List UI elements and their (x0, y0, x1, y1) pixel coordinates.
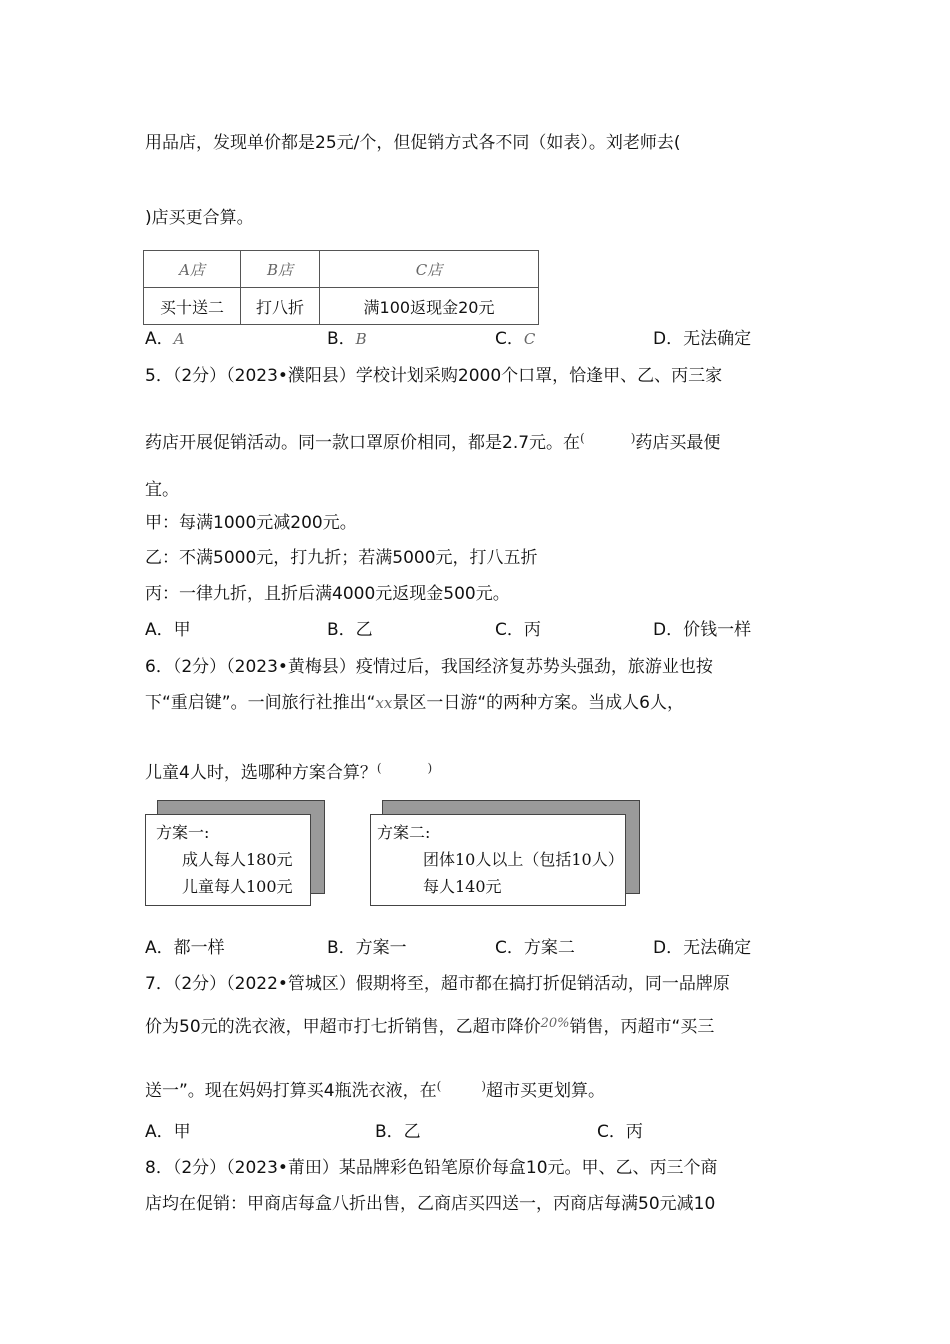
q6-line1: 6．（2分）（2023•黄梅县）疫情过后，我国经济复苏势头强劲，旅游业也按 (145, 657, 713, 677)
table-cell-c: 满100返现金20元 (320, 288, 539, 325)
plan-two-title: 方案二: (377, 823, 431, 842)
q4-option-c[interactable]: C．C (495, 329, 536, 349)
q4-option-d[interactable]: D．无法确定 (653, 329, 752, 349)
q6-option-a[interactable]: A．都一样 (145, 938, 225, 958)
q5-line1: 5．（2分）（2023•濮阳县）学校计划采购2000个口罩，恰逢甲、乙、丙三家 (145, 366, 723, 386)
q6-blank-open: ( (376, 761, 382, 775)
q5-condition-bing: 丙：一律九折，且折后满4000元返现金500元。 (145, 584, 510, 604)
q5-option-c[interactable]: C．丙 (495, 620, 541, 640)
q7-option-c[interactable]: C．丙 (597, 1122, 643, 1142)
plan-one-child: 儿童每人100元 (182, 877, 293, 896)
plan-one-front (145, 814, 311, 906)
q5-line3: 宜。 (145, 480, 179, 500)
plan-two-price: 每人140元 (423, 877, 502, 896)
q6-option-d[interactable]: D．无法确定 (653, 938, 752, 958)
q4-option-a[interactable]: A．A (145, 329, 185, 349)
table-header-c: C店 (320, 251, 539, 288)
q6-line3: 儿童4人时，选哪种方案合算？( ) (145, 761, 433, 783)
plan-two-group: 团体10人以上（包括10人） (423, 850, 624, 869)
q5-line2: 药店开展促销活动。同一款口罩原价相同，都是2.7元。在( )药店买最便 (145, 431, 721, 453)
q7-line1: 7．（2分）（2022•管城区）假期将至，超市都在搞打折促销活动，同一品牌原 (145, 974, 730, 994)
q6-option-b[interactable]: B．方案一 (327, 938, 407, 958)
q4-options (145, 327, 805, 351)
plan-one-title: 方案一: (156, 823, 210, 842)
q8-line2: 店均在促销：甲商店每盒八折出售，乙商店买四送一，丙商店每满50元减10 (145, 1194, 716, 1214)
plan-two-card (370, 800, 640, 908)
q5-blank-close: ) (630, 431, 636, 445)
q7-line3: 送一”。现在妈妈打算买4瓶洗衣液，在( )超市买更划算。 (145, 1079, 605, 1101)
q4-line1: 用品店，发现单价都是25元/个，但促销方式各不同（如表）。刘老师去( (145, 133, 681, 153)
table-header-b: B店 (241, 251, 320, 288)
table-cell-a: 买十送二 (144, 288, 241, 325)
q7-option-a[interactable]: A．甲 (145, 1122, 191, 1142)
q4-option-b[interactable]: B．B (327, 329, 367, 349)
q5-option-d[interactable]: D．价钱一样 (653, 620, 752, 640)
q5-option-b[interactable]: B．乙 (327, 620, 373, 640)
q7-percent: 20% (540, 1016, 570, 1031)
q5-condition-yi: 乙：不满5000元，打九折；若满5000元，打八五折 (145, 548, 538, 568)
q7-options (145, 1120, 805, 1144)
q5-blank-open: ( (580, 431, 585, 445)
shop-table (143, 250, 539, 325)
q7-blank-close: ) (481, 1079, 486, 1093)
q5-condition-jia: 甲：每满1000元减200元。 (145, 513, 357, 533)
q7-blank-open: ( (436, 1079, 442, 1093)
q7-line2: 价为50元的洗衣液，甲超市打七折销售，乙超市降价$^{20\%}$销售，丙超市“买三 (145, 1016, 715, 1037)
q6-option-c[interactable]: C．方案二 (495, 938, 575, 958)
q6-blank-close: ) (427, 761, 433, 775)
q6-options (145, 936, 805, 960)
table-cell-b: 打八折 (241, 288, 320, 325)
plan-one-card (145, 800, 325, 908)
q4-line2: )店买更合算。 (145, 208, 254, 228)
q8-line1: 8．（2分）（2023•莆田）某品牌彩色铅笔原价每盒10元。甲、乙、丙三个商 (145, 1158, 718, 1178)
q6-line2: 下“重启键”。一间旅行社推出“xx景区一日游“的两种方案。当成人6人， (145, 693, 684, 713)
q5-options (145, 618, 805, 642)
q5-option-a[interactable]: A．甲 (145, 620, 191, 640)
plan-one-adult: 成人每人180元 (182, 850, 293, 869)
q7-option-b[interactable]: B．乙 (375, 1122, 421, 1142)
plan-two-front (370, 814, 626, 906)
table-header-a: A店 (144, 251, 241, 288)
